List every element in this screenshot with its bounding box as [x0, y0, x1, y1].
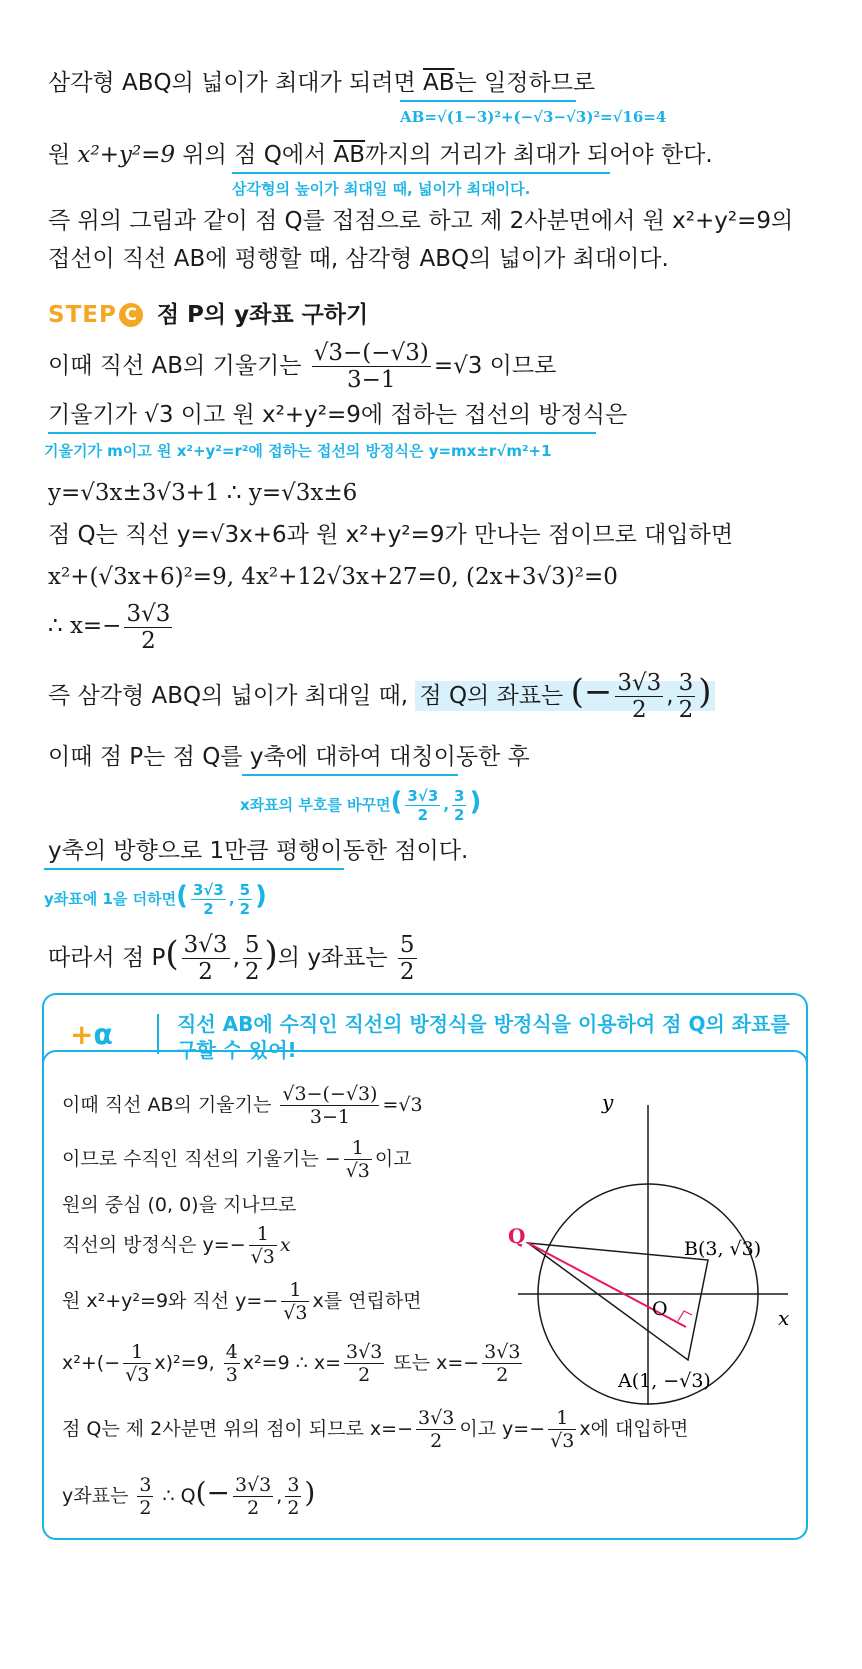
box-line-3: 원의 중심 (0, 0)을 지나므로 [62, 1194, 297, 1216]
circle-graph [508, 1085, 798, 1405]
line-4: 접선이 직선 AB에 평행할 때, 삼각형 ABQ의 넓이가 최대이다. [48, 246, 669, 272]
step-c-header: STEP C 점 P의 y좌표 구하기 [48, 302, 369, 328]
line-10: ∴ x=− $\frac{3√3}{2}$ [48, 600, 171, 654]
box-line-1: 이때 직선 AB의 기울기는 $\frac{√3-(-√3)}{3-1}$ =√3 [62, 1083, 423, 1128]
slope-fraction: $\frac{√3-(-√3)}{3-1}$ [313, 340, 429, 393]
tip-heading-1: 직선 AB에 수직인 직선의 방정식을 방정식을 이용하여 점 Q의 좌표를 [177, 1012, 790, 1036]
line-13: y축의 방향으로 1만큼 평행이동한 점이다. [48, 838, 469, 864]
q-coordinate-highlight: 점 Q의 좌표는 (− $\frac{3√3}{2}$ , $\frac{3}{2}$ ) [415, 681, 715, 711]
right-angle-mark [678, 1311, 692, 1321]
line-14: 따라서 점 P( $\frac{3√3}{2}$ , $\frac{5}{2}$ )의 y좌표는 $\frac{5}{2}$ [48, 932, 415, 985]
divider [157, 1014, 159, 1054]
plus-alpha-icon: +α [70, 1018, 113, 1051]
triangle-abq [528, 1243, 708, 1360]
line-3: 즉 위의 그림과 같이 점 Q를 접점으로 하고 제 2사분면에서 원 x²+y²=9의 [48, 208, 794, 234]
annotation-ab-length: AB=√(1−3)²+(−√3−√3)²=√16=4 [400, 108, 667, 126]
line-7: y=√3x±3√3+1 ∴ y=√3x±6 [48, 480, 358, 506]
annotation-translate: y좌표에 1을 더하면( $\frac{3√3}{2}$ , $\frac{5}{2}$ ) [44, 881, 267, 918]
line-8: 점 Q는 직선 y=√3x+6과 원 x²+y²=9가 만나는 점이므로 대입하면 [48, 522, 734, 548]
underline-6 [48, 432, 596, 434]
line-12: 이때 점 P는 점 Q를 y축에 대하여 대칭이동한 후 [48, 744, 530, 770]
line-2: 원 x²+y²=9 위의 점 Q에서 $\overline{AB}$까지의 거리가 최대가 되어야 한다. [48, 142, 713, 168]
box-line-7: 점 Q는 제 2사분면 위의 점이 되므로 x=− $\frac{3√3}{2}$ 이고 y=− $\frac{1}{√3}$ x에 대입하면 [62, 1407, 689, 1452]
underline-1 [400, 100, 576, 102]
box-line-8: y좌표는 $\frac{3}{2}$ ∴ Q(− $\frac{3√3}{2}$ , $\frac{3}{2}$ ) [62, 1474, 316, 1519]
annotation-height: 삼각형의 높이가 최대일 때, 넓이가 최대이다. [232, 180, 531, 198]
box-line-5: 원 x²+y²=9와 직선 y=− $\frac{1}{√3}$ x를 연립하면 [62, 1279, 422, 1324]
annotation-reflect: x좌표의 부호를 바꾸면( $\frac{3√3}{2}$ , $\frac{3}{2}$ ) [240, 787, 482, 824]
line-5: 이때 직선 AB의 기울기는 $\frac{√3-(-√3)}{3-1}$ =√3 이므로 [48, 340, 557, 393]
line-11: 즉 삼각형 ABQ의 넓이가 최대일 때, 점 Q의 좌표는 (− $\frac{3√3}{2}$ , $\frac{3}{2}$ ) [48, 664, 715, 724]
step-letter-badge: C [119, 303, 143, 327]
underline-13 [44, 868, 344, 870]
line-1: 삼각형 ABQ의 넓이가 최대가 되려면 $\overline{AB}$는 일정하므로 [48, 70, 596, 96]
point-a-label: A(1, −√3) [618, 1370, 711, 1392]
tip-heading-2: 구할 수 있어! [177, 1038, 297, 1062]
box-line-6: x²+(− $\frac{1}{√3}$ x)²=9, $\frac{4}{3}$ x²=9 ∴ x= $\frac{3√3}{2}$ 또는 x=− $\frac{3√3}{2}$ [62, 1341, 521, 1386]
y-axis-label: y [602, 1090, 614, 1114]
underline-12 [242, 774, 458, 776]
box-line-2: 이므로 수직인 직선의 기울기는 − $\frac{1}{√3}$ 이고 [62, 1137, 412, 1182]
line-9: x²+(√3x+6)²=9, 4x²+12√3x+27=0, (2x+3√3)²=0 [48, 564, 618, 590]
line-6: 기울기가 √3 이고 원 x²+y²=9에 접하는 접선의 방정식은 [48, 402, 628, 428]
origin-label: O [652, 1298, 668, 1320]
point-q-label: Q [508, 1224, 526, 1248]
box-line-4: 직선의 방정식은 y=− $\frac{1}{√3}$ x [62, 1223, 291, 1268]
underline-2 [232, 172, 610, 174]
point-b-label: B(3, √3) [684, 1238, 762, 1260]
annotation-tangent-formula: 기울기가 m이고 원 x²+y²=r²에 접하는 접선의 방정식은 y=mx±r√m²+1 [44, 442, 552, 460]
x-axis-label: x [778, 1306, 790, 1330]
